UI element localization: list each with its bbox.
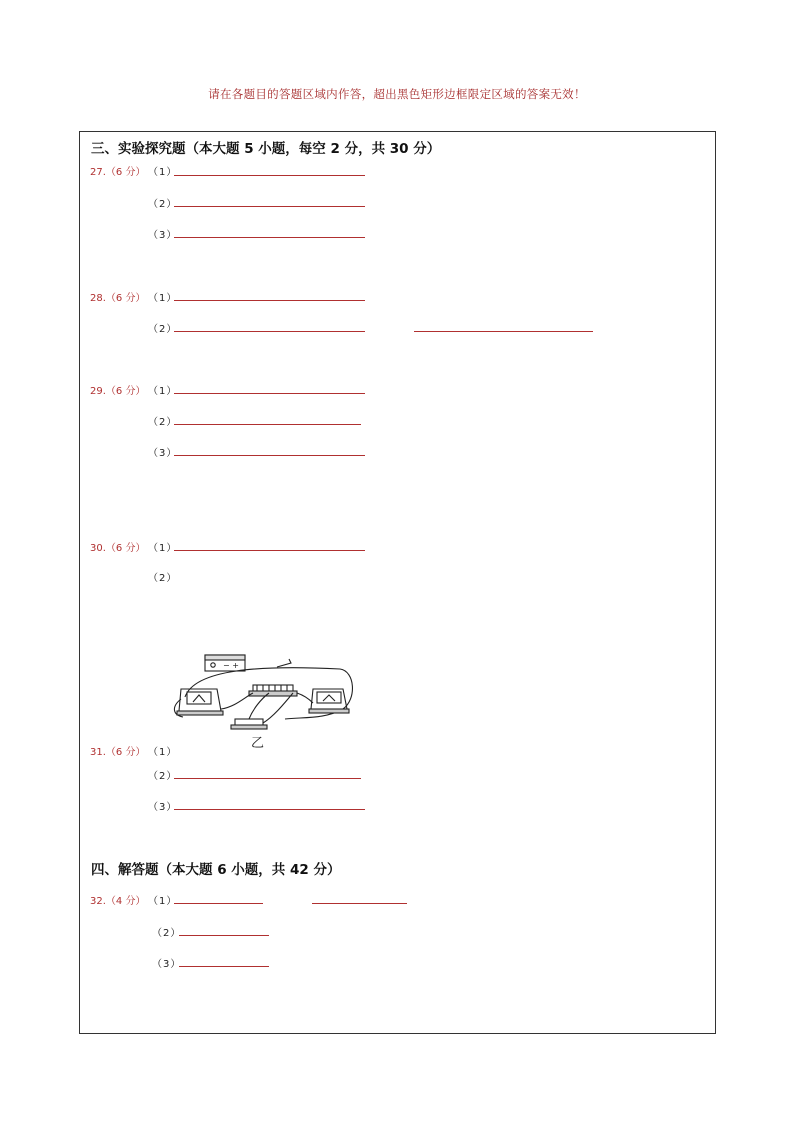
q27-part-1-answer-line[interactable] xyxy=(174,175,365,176)
section-title-experiment: 三、实验探究题（本大题 5 小题，每空 2 分，共 30 分） xyxy=(91,141,441,157)
q32-part-2-label: （2） xyxy=(152,928,182,939)
q32-part-1-answer-line-a[interactable] xyxy=(174,903,263,904)
q29-part-3-answer-line[interactable] xyxy=(174,455,365,456)
figure-label: 乙 xyxy=(251,736,265,751)
q32-part-2-answer-line[interactable] xyxy=(179,935,269,936)
question-29-label: 29.（6 分） xyxy=(90,386,146,397)
q31-part-3-answer-line[interactable] xyxy=(174,809,365,810)
q30-part-1-answer-line[interactable] xyxy=(174,550,365,551)
q32-part-3-answer-line[interactable] xyxy=(179,966,269,967)
q29-part-3-label: （3） xyxy=(148,448,178,459)
q28-part-1-label: （1） xyxy=(148,293,178,304)
q29-part-1-label: （1） xyxy=(148,386,178,397)
q29-part-1-answer-line[interactable] xyxy=(174,393,365,394)
section-title-answers: 四、解答题（本大题 6 小题，共 42 分） xyxy=(91,862,341,878)
q30-part-1-label: （1） xyxy=(148,543,178,554)
svg-text:− +: − + xyxy=(223,661,239,670)
q28-part-1-answer-line[interactable] xyxy=(174,300,365,301)
question-30-label: 30.（6 分） xyxy=(90,543,146,554)
q31-part-2-label: （2） xyxy=(148,771,178,782)
answer-area-notice: 请在各题目的答题区域内作答，超出黑色矩形边框限定区域的答案无效！ xyxy=(208,87,586,101)
circuit-diagram-image xyxy=(165,647,355,757)
q27-part-3-label: （3） xyxy=(148,230,178,241)
answer-box xyxy=(79,131,716,1034)
q27-part-3-answer-line[interactable] xyxy=(174,237,365,238)
question-27-label: 27.（6 分） xyxy=(90,167,146,178)
q32-part-1-label: （1） xyxy=(148,896,178,907)
q27-part-2-answer-line[interactable] xyxy=(174,206,365,207)
q31-part-3-label: （3） xyxy=(148,802,178,813)
question-28-label: 28.（6 分） xyxy=(90,293,146,304)
question-31-label: 31.（6 分） xyxy=(90,747,146,758)
q32-part-3-label: （3） xyxy=(152,959,182,970)
q31-part-2-answer-line[interactable] xyxy=(174,778,361,779)
q28-part-2-answer-line-b[interactable] xyxy=(414,331,593,332)
q32-part-1-answer-line-b[interactable] xyxy=(312,903,407,904)
q29-part-2-answer-line[interactable] xyxy=(174,424,361,425)
q28-part-2-label: （2） xyxy=(148,324,178,335)
q28-part-2-answer-line-a[interactable] xyxy=(174,331,365,332)
q31-part-1-label: （1） xyxy=(148,747,178,758)
q27-part-1-label: （1） xyxy=(148,167,178,178)
question-32-label: 32.（4 分） xyxy=(90,896,146,907)
q27-part-2-label: （2） xyxy=(148,199,178,210)
q29-part-2-label: （2） xyxy=(148,417,178,428)
q30-part-2-label: （2） xyxy=(148,573,178,584)
